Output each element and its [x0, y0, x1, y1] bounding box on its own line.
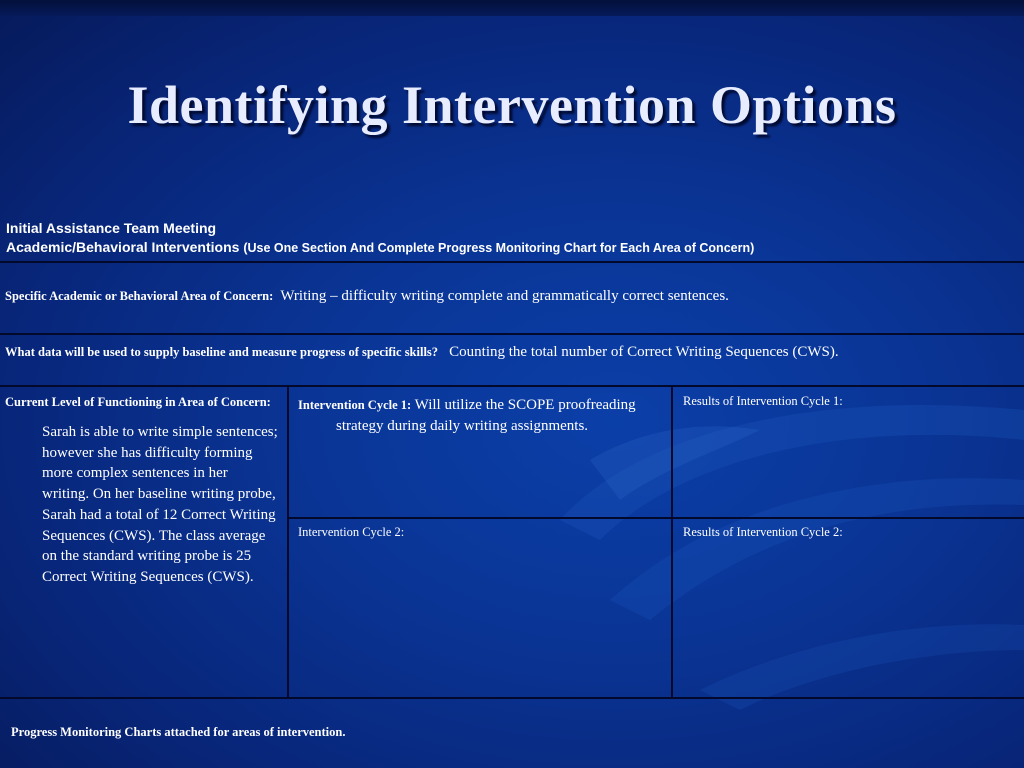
- area-of-concern-value: Writing – difficulty writing complete and grammatically correct sentences.: [280, 288, 729, 304]
- slide-top-bar: [0, 0, 1024, 16]
- current-level-text-observation: Sarah is able to write simple sentences; however she has difficulty forming more complex sentences in her writing. On her baseline writing probe, Sarah had a total of 12 Correct Writing Sequences (CWS).: [42, 424, 278, 544]
- current-level-cell: [5, 394, 285, 588]
- form-header-title: Initial Assistance Team Meeting: [6, 220, 217, 236]
- form-header-subtitle: [6, 237, 1016, 258]
- results-cycle-1-label: Results of Intervention Cycle 1:: [683, 394, 843, 408]
- footer-note: Progress Monitoring Charts attached for areas of intervention.: [11, 725, 346, 739]
- table-border-row1: [0, 333, 1024, 335]
- baseline-data-label: What data will be used to supply baseline and measure progress of specific skills?: [5, 345, 439, 359]
- current-level-label: Current Level of Functioning in Area of Concern:: [5, 395, 271, 409]
- results-cycle-2-label: Results of Intervention Cycle 2:: [683, 525, 843, 539]
- table-border-top: [0, 261, 1024, 263]
- current-level-text-class-average: The class average on the standard writing probe is 25 Correct Writing Sequences (CWS).: [42, 527, 266, 585]
- area-of-concern-label: Specific Academic or Behavioral Area of Concern: [5, 289, 270, 303]
- intervention-cycle-1-label: Intervention Cycle 1:: [298, 398, 412, 412]
- table-border-row2: [0, 385, 1024, 387]
- baseline-data-row: [5, 344, 839, 361]
- table-border-bottom: [0, 697, 1024, 699]
- table-border-col1: [287, 386, 289, 698]
- current-level-text: [42, 422, 278, 588]
- baseline-data-value: Counting the total number of Correct Writing Sequences (CWS).: [449, 344, 839, 360]
- intervention-cycle-2-label: Intervention Cycle 2:: [298, 525, 405, 539]
- intervention-cycle-1-cell: [298, 395, 658, 436]
- area-of-concern-row: Specific Academic or Behavioral Area of Concern: Writing – difficulty writing complete and grammatically correct sentences.: [5, 288, 729, 304]
- table-border-cycle-split: [288, 517, 1024, 519]
- intervention-cycle-1-value: Will utilize the SCOPE proofreading strategy during daily writing assignments.: [336, 397, 636, 434]
- form-header: [6, 219, 1016, 258]
- form-header-subtitle-note: (Use One Section And Complete Progress Monitoring Chart for Each Area of Concern): [243, 241, 755, 255]
- slide-title: Identifying Intervention Options: [127, 75, 897, 135]
- table-border-col2: [671, 386, 673, 698]
- form-header-subtitle-main: Academic/Behavioral Interventions: [6, 239, 240, 255]
